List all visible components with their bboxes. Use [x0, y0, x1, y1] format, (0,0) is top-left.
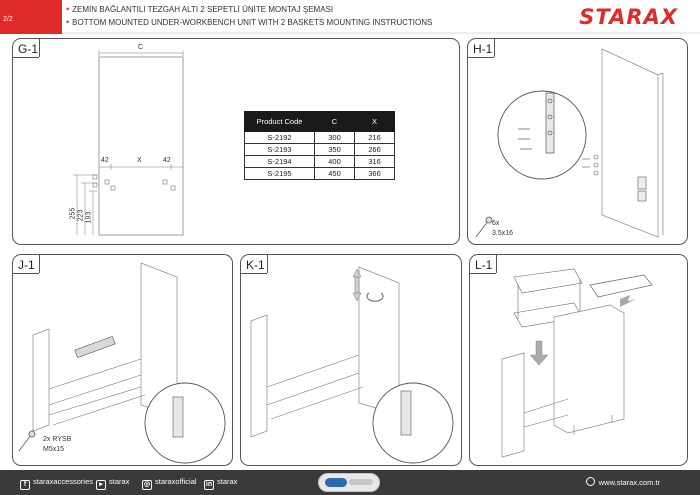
youtube-icon: ▸: [96, 480, 106, 490]
footer-website[interactable]: [586, 477, 660, 487]
linkedin-icon: in: [205, 481, 213, 488]
h1-size: 3.5x16: [492, 230, 514, 237]
table-row: [245, 132, 395, 144]
dim-x-label: X: [137, 157, 142, 164]
panel-l1: [469, 254, 688, 466]
cell-x: 366: [355, 168, 395, 180]
dim-223: 223: [77, 209, 85, 222]
h1-drawing: [468, 39, 688, 245]
cell-code: S-2192: [245, 132, 315, 144]
facebook-handle: staraxaccessories: [33, 477, 94, 486]
cell-x: 216: [355, 132, 395, 144]
table-header-row: [245, 112, 395, 132]
title-turkish: • ZEMİN BAĞLANTILI TEZGAH ALTI 2 SEPETLİ ÜNİTE MONTAJ ŞEMASI: [66, 4, 334, 14]
page-number: 2/2: [3, 16, 13, 23]
dim-193: 193: [85, 211, 93, 224]
cell-x: 316: [355, 156, 395, 168]
header-divider: [0, 0, 700, 34]
table-row: [245, 144, 395, 156]
globe-icon: [586, 477, 595, 486]
certification-badge: [318, 473, 380, 492]
panel-k1: [240, 254, 462, 466]
panel-h1-label: H-1: [473, 42, 493, 56]
cell-c: 400: [315, 156, 355, 168]
youtube-handle: starax: [109, 477, 130, 486]
panel-g1-label: G-1: [18, 42, 39, 56]
l1-drawing: [470, 255, 688, 466]
title-english: • BOTTOM MOUNTED UNDER-WORKBENCH UNIT WITH 2 BASKETS MOUNTING INSTRUCTIONS: [66, 17, 433, 27]
footer-youtube[interactable]: [96, 477, 129, 490]
panel-j1-label: J-1: [18, 258, 35, 272]
footer-linkedin[interactable]: [204, 477, 237, 490]
brand-text: STARA: [579, 5, 661, 29]
footer-facebook[interactable]: [20, 477, 93, 490]
cell-code: S-2193: [245, 144, 315, 156]
cell-c: 450: [315, 168, 355, 180]
cell-code: S-2195: [245, 168, 315, 180]
linkedin-handle: starax: [217, 477, 238, 486]
dim-42-left: 42: [101, 157, 109, 164]
dim-255: 255: [69, 207, 77, 220]
title-english-text: BOTTOM MOUNTED UNDER-WORKBENCH UNIT WITH 2 BASKETS MOUNTING INSTRUCTIONS: [72, 18, 433, 27]
facebook-icon: f: [20, 480, 30, 490]
product-code-table: [244, 111, 395, 180]
dim-42-right: 42: [163, 157, 171, 164]
footer-instagram[interactable]: [142, 477, 197, 490]
j1-qty: 2x RYSB: [43, 436, 72, 443]
badge-grey-mark: [349, 479, 373, 485]
k1-drawing: [241, 255, 462, 466]
panel-l1-label: L-1: [475, 258, 493, 272]
cell-c: 300: [315, 132, 355, 144]
h1-qty: 6x: [492, 220, 500, 227]
panel-h1: [467, 38, 688, 245]
brand-x-mark: X: [660, 5, 678, 29]
instagram-icon: ◎: [143, 481, 151, 488]
title-turkish-text: ZEMİN BAĞLANTILI TEZGAH ALTI 2 SEPETLİ ÜNİTE MONTAJ ŞEMASI: [72, 5, 334, 14]
header-c: C: [315, 112, 355, 132]
header-x: X: [355, 112, 395, 132]
table-row: [245, 168, 395, 180]
footer: [0, 470, 700, 495]
table-row: [245, 156, 395, 168]
instagram-handle: staraxofficial: [155, 477, 197, 486]
panel-j1: [12, 254, 233, 466]
website-url: www.starax.com.tr: [598, 478, 660, 487]
cell-x: 266: [355, 144, 395, 156]
dim-c-label: C: [138, 44, 144, 51]
j1-size: M5x15: [43, 446, 65, 453]
header: [0, 0, 700, 34]
badge-blue-mark: [325, 478, 347, 487]
cell-c: 350: [315, 144, 355, 156]
header-product-code: Product Code: [245, 112, 315, 132]
panel-k1-label: K-1: [246, 258, 265, 272]
cell-code: S-2194: [245, 156, 315, 168]
